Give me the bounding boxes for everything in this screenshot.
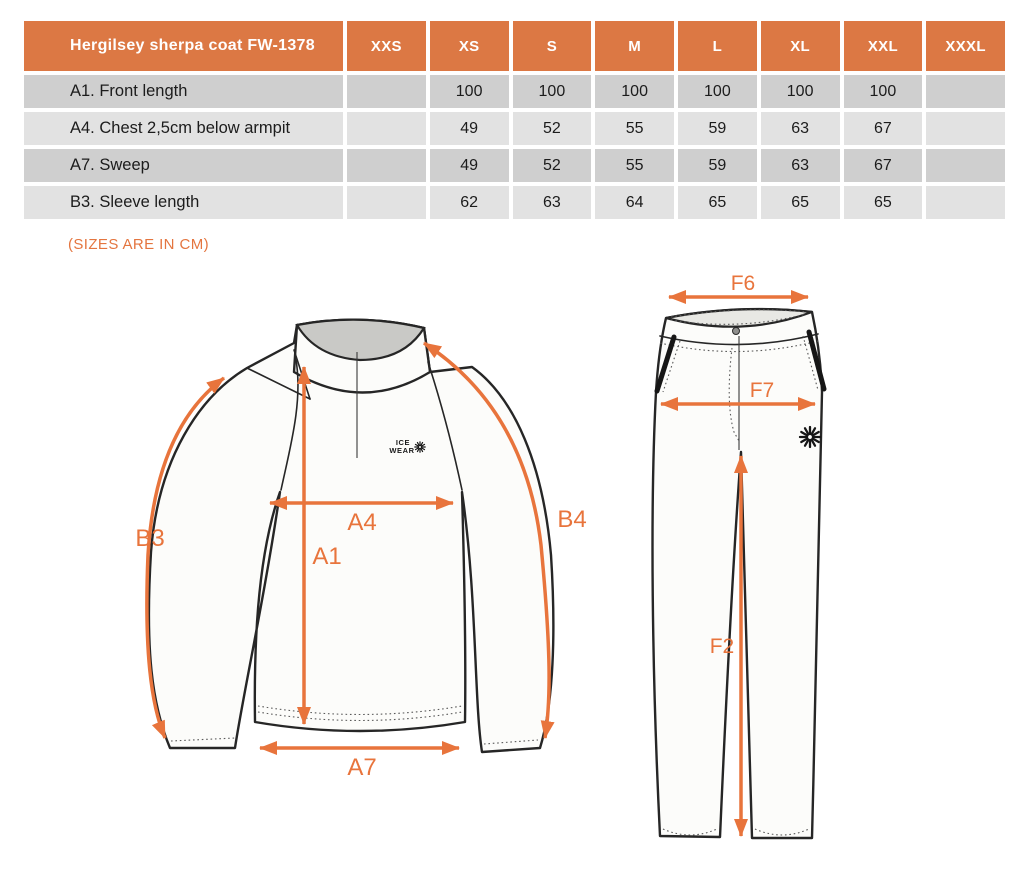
table-cell: 100 bbox=[430, 75, 509, 108]
row-label: A7. Sweep bbox=[24, 149, 343, 182]
table-cell: 64 bbox=[595, 186, 674, 219]
table-cell bbox=[926, 112, 1005, 145]
table-cell: 67 bbox=[844, 149, 923, 182]
table-cell: 65 bbox=[678, 186, 757, 219]
table-cell: 100 bbox=[513, 75, 592, 108]
table-cell: 63 bbox=[513, 186, 592, 219]
row-label: B3. Sleeve length bbox=[24, 186, 343, 219]
table-cell: 49 bbox=[430, 149, 509, 182]
table-cell: 65 bbox=[844, 186, 923, 219]
table-cell: 59 bbox=[678, 149, 757, 182]
label-a7: A7 bbox=[347, 754, 377, 781]
col-header-xl: XL bbox=[761, 21, 840, 71]
table-cell: 55 bbox=[595, 149, 674, 182]
table-cell: 52 bbox=[513, 149, 592, 182]
table-cell bbox=[926, 75, 1005, 108]
table-cell: 65 bbox=[761, 186, 840, 219]
pants-drawing bbox=[653, 272, 824, 838]
table-cell: 67 bbox=[844, 112, 923, 145]
label-f7: F7 bbox=[749, 379, 775, 402]
product-title: Hergilsey sherpa coat FW-1378 bbox=[24, 21, 343, 71]
table-cell: 100 bbox=[678, 75, 757, 108]
table-cell: 59 bbox=[678, 112, 757, 145]
icewear-logo-text-line1: ICE bbox=[395, 438, 411, 447]
col-header-xxs: XXS bbox=[347, 21, 426, 71]
table-cell: 63 bbox=[761, 149, 840, 182]
table-cell bbox=[347, 75, 426, 108]
table-cell: 62 bbox=[430, 186, 509, 219]
col-header-s: S bbox=[513, 21, 592, 71]
sizes-in-cm-note: (SIZES ARE IN CM) bbox=[68, 236, 209, 253]
col-header-xs: XS bbox=[430, 21, 509, 71]
table-cell: 63 bbox=[761, 112, 840, 145]
measurement-diagrams bbox=[0, 270, 1029, 885]
table-cell: 52 bbox=[513, 112, 592, 145]
row-label: A1. Front length bbox=[24, 75, 343, 108]
table-cell: 55 bbox=[595, 112, 674, 145]
col-header-xxl: XXL bbox=[844, 21, 923, 71]
col-header-xxxl: XXXL bbox=[926, 21, 1005, 71]
table-cell: 100 bbox=[761, 75, 840, 108]
table-cell: 100 bbox=[844, 75, 923, 108]
jacket-drawing bbox=[135, 320, 586, 781]
table-cell bbox=[347, 112, 426, 145]
icewear-logo-text-line2: WEAR bbox=[389, 446, 415, 455]
col-header-m: M bbox=[595, 21, 674, 71]
label-b3: B3 bbox=[135, 525, 165, 552]
pants-button bbox=[733, 328, 740, 335]
pants-silhouette bbox=[653, 309, 822, 838]
table-cell bbox=[926, 186, 1005, 219]
table-cell bbox=[347, 186, 426, 219]
label-a1: A1 bbox=[312, 543, 342, 570]
size-chart-table bbox=[24, 21, 1005, 219]
table-cell bbox=[347, 149, 426, 182]
label-f6: F6 bbox=[730, 272, 756, 295]
table-cell: 100 bbox=[595, 75, 674, 108]
label-f2: F2 bbox=[709, 635, 735, 658]
table-cell bbox=[926, 149, 1005, 182]
col-header-l: L bbox=[678, 21, 757, 71]
table-cell: 49 bbox=[430, 112, 509, 145]
row-label: A4. Chest 2,5cm below armpit bbox=[24, 112, 343, 145]
label-b4: B4 bbox=[557, 506, 587, 533]
label-a4: A4 bbox=[347, 509, 377, 536]
